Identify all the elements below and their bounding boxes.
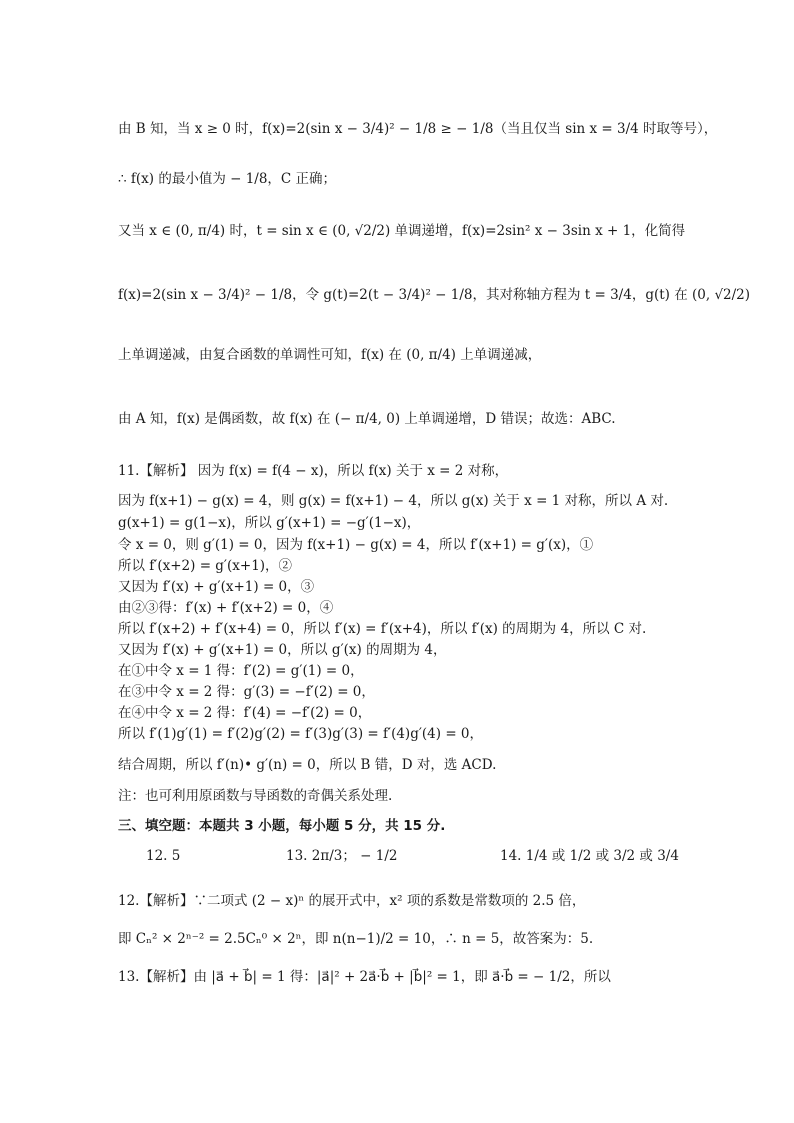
q11-line: 由②③得：f′(x) + f′(x+2) = 0，④: [118, 600, 334, 616]
q11-line: 又因为 f′(x) + g′(x+1) = 0，所以 g′(x) 的周期为 4，: [118, 642, 447, 658]
section-heading: 三、填空题：本题共 3 小题，每小题 5 分，共 15 分.: [118, 818, 446, 834]
q12-line-1: 12.【解析】∵二项式 (2 − x)ⁿ 的展开式中，x² 项的系数是常数项的 2.5 倍，: [118, 893, 586, 909]
answer-13: 13. 2π/3； − 1/2: [286, 848, 398, 864]
q11-line: g(x+1) = g(1−x)，所以 g′(x+1) = −g′(1−x)，: [118, 515, 421, 531]
q11-heading: 11.【解析】 因为 f(x) = f(4 − x)，所以 f(x) 关于 x = 2 对称，: [118, 463, 509, 479]
q11-line: 所以 f′(x+2) = g′(x+1)，②: [118, 558, 293, 574]
q11-note: 注：也可利用原函数与导函数的奇偶关系处理.: [118, 788, 393, 804]
q13-line-1: 13.【解析】由 |a⃗ + b⃗| = 1 得：|a⃗|² + 2a⃗·b⃗ + |b⃗|² = 1，即 a⃗·b⃗ = − 1/2，所以: [118, 969, 611, 985]
q11-line: 所以 f′(x+2) + f′(x+4) = 0，所以 f′(x) = f′(x+4)，所以 f′(x) 的周期为 4，所以 C 对.: [118, 621, 647, 637]
answer-12: 12. 5: [146, 848, 181, 864]
q12-line-2: 即 Cₙ² × 2ⁿ⁻² = 2.5Cₙ⁰ × 2ⁿ，即 n(n−1)/2 = 10，∴ n = 5，故答案为：5.: [118, 931, 594, 947]
para-c-line-1: 由 B 知，当 x ≥ 0 时，f(x)=2(sin x − 3/4)² − 1/8 ≥ − 1/8（当且仅当 sin x = 3/4 时取等号），: [118, 121, 718, 137]
q11-line: 因为 f(x+1) − g(x) = 4，则 g(x) = f(x+1) − 4，所以 g(x) 关于 x = 1 对称，所以 A 对.: [118, 493, 669, 509]
q11-line: 在④中令 x = 2 得：f′(4) = −f′(2) = 0，: [118, 705, 372, 721]
para-d-line-1: 又当 x ∈ (0, π/4) 时，t = sin x ∈ (0, √2/2) 单调递增，f(x)=2sin² x − 3sin x + 1，化简得: [118, 223, 686, 239]
q11-line: 所以 f′(1)g′(1) = f′(2)g′(2) = f′(3)g′(3) = f′(4)g′(4) = 0，: [118, 726, 484, 742]
q11-line: 在①中令 x = 1 得：f′(2) = g′(1) = 0，: [118, 663, 364, 679]
q11-conclusion: 结合周期，所以 f′(n)• g′(n) = 0，所以 B 错，D 对，选 ACD.: [118, 757, 497, 773]
para-d-line-3: 上单调递减，由复合函数的单调性可知，f(x) 在 (0, π/4) 上单调递减，: [118, 347, 542, 363]
q11-line: 又因为 f′(x) + g′(x+1) = 0，③: [118, 579, 315, 595]
q11-line: 令 x = 0，则 g′(1) = 0，因为 f(x+1) − g(x) = 4，所以 f′(x+1) = g′(x)，①: [118, 537, 594, 553]
para-d-line-4: 由 A 知，f(x) 是偶函数，故 f(x) 在 (− π/4, 0) 上单调递增，D 错误；故选：ABC.: [118, 411, 616, 427]
para-c-line-2: ∴ f(x) 的最小值为 − 1/8，C 正确；: [118, 171, 337, 187]
answer-14: 14. 1/4 或 1/2 或 3/2 或 3/4: [500, 848, 679, 864]
para-d-line-2: f(x)=2(sin x − 3/4)² − 1/8，令 g(t)=2(t − 3/4)² − 1/8，其对称轴方程为 t = 3/4，g(t) 在 (0, √2/2): [118, 287, 751, 303]
q11-line: 在③中令 x = 2 得：g′(3) = −f′(2) = 0，: [118, 684, 375, 700]
